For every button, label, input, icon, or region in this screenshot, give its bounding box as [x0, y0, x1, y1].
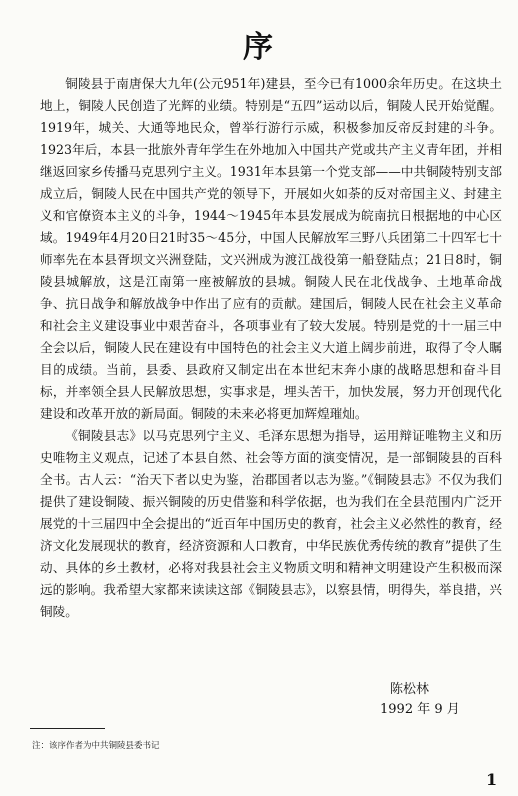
paragraph-history: 铜陵县于南唐保大九年(公元951年)建县，至今已有1000余年历史。在这块土地上，铜陵人民创造了光辉的业绩。特别是“五四”运动以后，铜陵人民开始觉醒。1919年，城关、大通等地民众，曾举行游行示威，积极参加反帝反封建的斗争。1923年后，本县一批旅外青年学生在外地加入中国共产党或共产主义青年团，并相继返回家乡传播马克思列宁主义。1931年本县第一个党支部——中共铜陵特别支部成立后，铜陵人民在中国共产党的领导下，开展如火如荼的反对帝国主义、封建主义和官僚资本主义的斗争，1944～1945年本县发展成为皖南抗日根据地的中心区域。1949年4月20日21时35～45分，中国人民解放军三野八兵团第二十四军七十师率先在本县胥坝文兴洲登陆，文兴洲成为渡江战役第一船登陆点；21日8时，铜陵县城解放，这是江南第一座被解放的县城。铜陵人民在北伐战争、土地革命战争、抗日战争和解放战争中作出了应有的贡献。建国后，铜陵人民在社会主义革命和社会主义建设事业中艰苦奋斗，各项事业有了较大发展。特别是党的十一届三中全会以后，铜陵人民在建设有中国特色的社会主义大道上阔步前进，取得了令人瞩目的成绩。当前，县委、县政府又制定出在本世纪末奔小康的战略思想和奋斗目标，并率领全县人民解放思想，实事求是，埋头苦干，加快发展，努力开创现代化建设和改革开放的新局面。铜陵的未来必将更加辉煌璀灿。 — [40, 76, 502, 421]
preface-body — [40, 73, 502, 623]
paragraph-gazetteer: 《铜陵县志》以马克思列宁主义、毛泽东思想为指导，运用辩证唯物主义和历史唯物主义观点，记述了本县自然、社会等方面的演变情况，是一部铜陵县的百科全书。古人云：“治天下者以史为鉴，治郡国者以志为鉴。”《铜陵县志》不仅为我们提供了建设铜陵、振兴铜陵的历史借鉴和科学依据，也为我们在全县范围内广泛开展党的十三届四中全会提出的“近百年中国历史的教育，社会主义必然性的教育，经济文化发展现状的教育，经济资源和人口教育，中华民族优秀传统的教育”提供了生动、具体的乡土教材，必将对我县社会主义物质文明和精神文明建设产生积极而深远的影响。我希望大家都来读读这部《铜陵县志》，以察县情，明得失，举良措，兴铜陵。 — [40, 428, 502, 619]
signature-block — [380, 680, 510, 720]
footnote-divider — [30, 728, 105, 729]
page-title: 序 — [243, 30, 275, 65]
page-number: 1 — [486, 770, 498, 789]
footnote: 注：该序作者为中共铜陵县委书记 — [32, 741, 160, 751]
author-name: 陈松林 — [390, 682, 430, 697]
signature-date: 1992 年 9 月 — [380, 702, 460, 717]
